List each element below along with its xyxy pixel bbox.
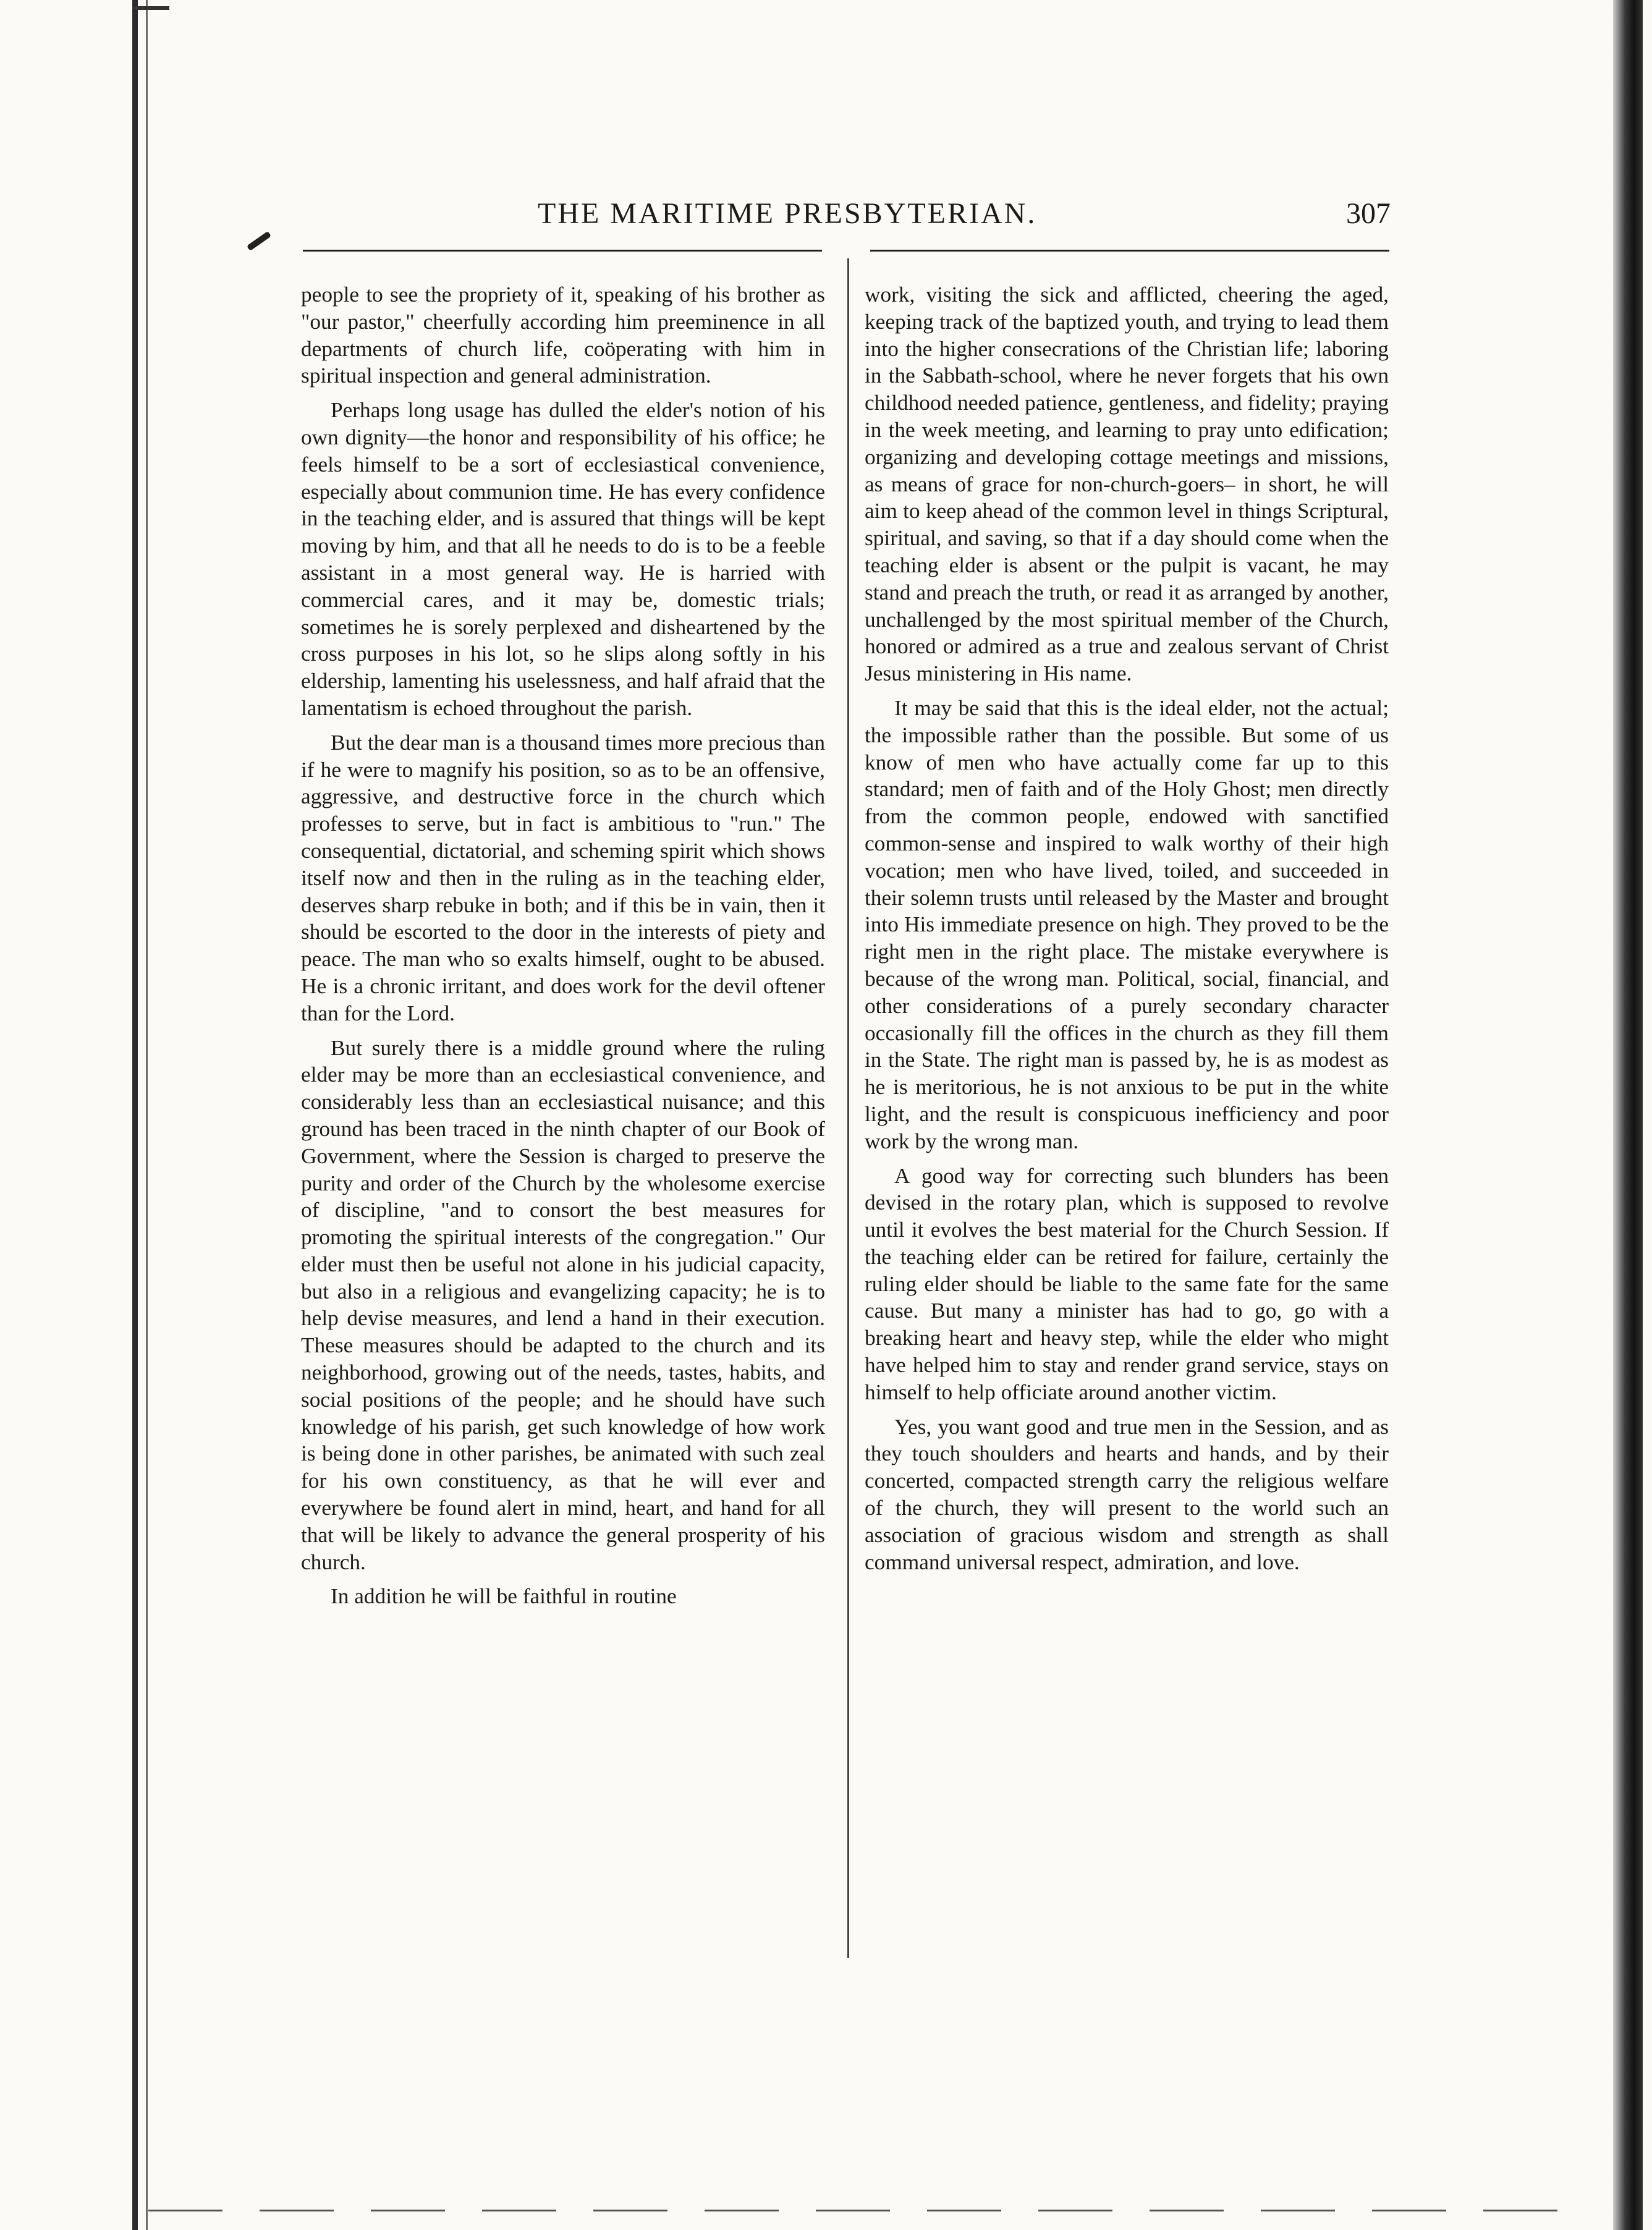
scan-binding-edge-left xyxy=(132,0,138,2230)
paragraph: Perhaps long usage has dulled the elder's notion of his own dignity—the honor and responsibility of his office; he feels himself to be a sort of ecclesiastical convenience, especially about communion time. He has every confidence in the teaching elder, and is assured that things will be kept moving by him, and that all he needs to do is to be a feeble assistant in a most general way. He is harried with commercial cares, and it may be, domestic trials; sometimes he is sorely perplexed and disheartened by the cross purposes in his lot, so he slips along softly in his eldership, lamenting his uselessness, and half afraid that the lamentatism is echoed throughout the parish. xyxy=(301,398,825,720)
scan-bottom-artifact xyxy=(148,2210,1570,2211)
paragraph: But the dear man is a thousand times more precious than if he were to magnify his position, so as to be an offensive, aggressive, and destructive force in the church which professes to serve, but in fact is ambitious to "run." The consequential, dictatorial, and scheming spirit which shows itself now and then in the ruling as in the teaching elder, deserves sharp rebuke in both; and if this be in vain, then it should be escorted to the door in the interests of piety and peace. The man who so exalts himself, ought to be abused. He is a chronic irritant, and does work for the devil oftener than for the Lord. xyxy=(301,730,825,1025)
page-number: 307 xyxy=(1346,197,1391,230)
header-rule-right xyxy=(870,250,1389,252)
margin-mark xyxy=(247,231,271,251)
paragraph: Yes, you want good and true men in the Session, and as they touch shoulders and hearts and hands, and by their concerted, compacted strength carry the religious welfare of the church, they will present to the world such an association of gracious wisdom and strength as shall command universal respect, admiration, and love. xyxy=(865,1414,1389,1574)
paragraph: In addition he will be faithful in routine xyxy=(331,1584,677,1609)
paragraph: It may be said that this is the ideal elder, not the actual; the impossible rather than the possible. But some of us know of men who have actually come far up to this standard; men of faith and of the Holy Ghost; men directly from the common people, endowed with sanctified common-sense and inspired to walk worthy of their high vocation; men who have lived, toiled, and succeeded in their solemn trusts until released by the Master and brought into His immediate presence on high. They proved to be the right men in the right place. The mistake everywhere is because of the wrong man. Political, social, financial, and other considerations of a purely secondary character occasionally fill the offices in the church as they fill them in the State. The right man is passed by, he is as modest as he is meritorious, he is not anxious to be put in the white light, and the result is conspicuous inefficiency and poor work by the wrong man. xyxy=(865,695,1389,1153)
left-column xyxy=(301,281,825,1617)
paragraph: people to see the propriety of it, speaking of his brother as "our pastor," cheerfully according him preeminence in all departments of church life, coöperating with him in spiritual inspection and general administration. xyxy=(301,282,825,388)
running-header xyxy=(278,197,1391,246)
column-divider xyxy=(847,258,849,1958)
scan-page-edge-right xyxy=(1613,0,1643,2230)
paragraph: But surely there is a middle ground where the ruling elder may be more than an ecclesiastical convenience, and considerably less than an ecclesiastical nuisance; and this ground has been traced in the ninth chapter of our Book of Government, where the Session is charged to preserve the purity and order of the Church by the wholesome exercise of discipline, "and to consort the best measures for promoting the spiritual interests of the congregation." Our elder must then be useful not alone in his judicial capacity, but also in a religious and evangelizing capacity; he is to help devise measures, and lend a hand in their execution. These measures should be adapted to the church and its neighborhood, growing out of the needs, tastes, habits, and social positions of the people; and he should have such knowledge of his parish, get such knowledge of how work is being done in other parishes, be animated with such zeal for his own constituency, as that he will ever and everywhere be found alert in mind, heart, and hand for all that will be likely to advance the general prosperity of his church. xyxy=(301,1035,825,1574)
header-rule-left xyxy=(303,250,822,252)
paragraph: A good way for correcting such blunders has been devised in the rotary plan, which is supposed to revolve until it evolves the best material for the Church Session. If the teaching elder can be retired for failure, certainly the ruling elder should be liable to the same fate for the same cause. But many a minister has had to go, go with a breaking heart and heavy step, while the elder who might have helped him to stay and render grand service, stays on himself to help officiate around another victim. xyxy=(865,1163,1389,1404)
paragraph: work, visiting the sick and afflicted, cheering the aged, keeping track of the baptized youth, and trying to lead them into the higher consecrations of the Christian life; laboring in the Sabbath-school, where he never forgets that his own childhood needed patience, gentleness, and fidelity; praying in the week meeting, and learning to pray unto edification; organizing and developing cottage meetings and missions, as means of grace for non-church-goers– in short, he will aim to keep ahead of the common level in things Scriptural, spiritual, and saving, so that if a day should come when the teaching elder is absent or the pulpit is vacant, he may stand and preach the truth, or read it as arranged by another, unchallenged by the most spiritual member of the Church, honored or admired as a true and zealous servant of Christ Jesus ministering in His name. xyxy=(865,282,1389,686)
scan-mark-top xyxy=(132,6,169,10)
right-column xyxy=(865,281,1389,1583)
scan-binding-edge-inner xyxy=(146,0,148,2230)
running-title: THE MARITIME PRESBYTERIAN. xyxy=(538,197,1037,230)
